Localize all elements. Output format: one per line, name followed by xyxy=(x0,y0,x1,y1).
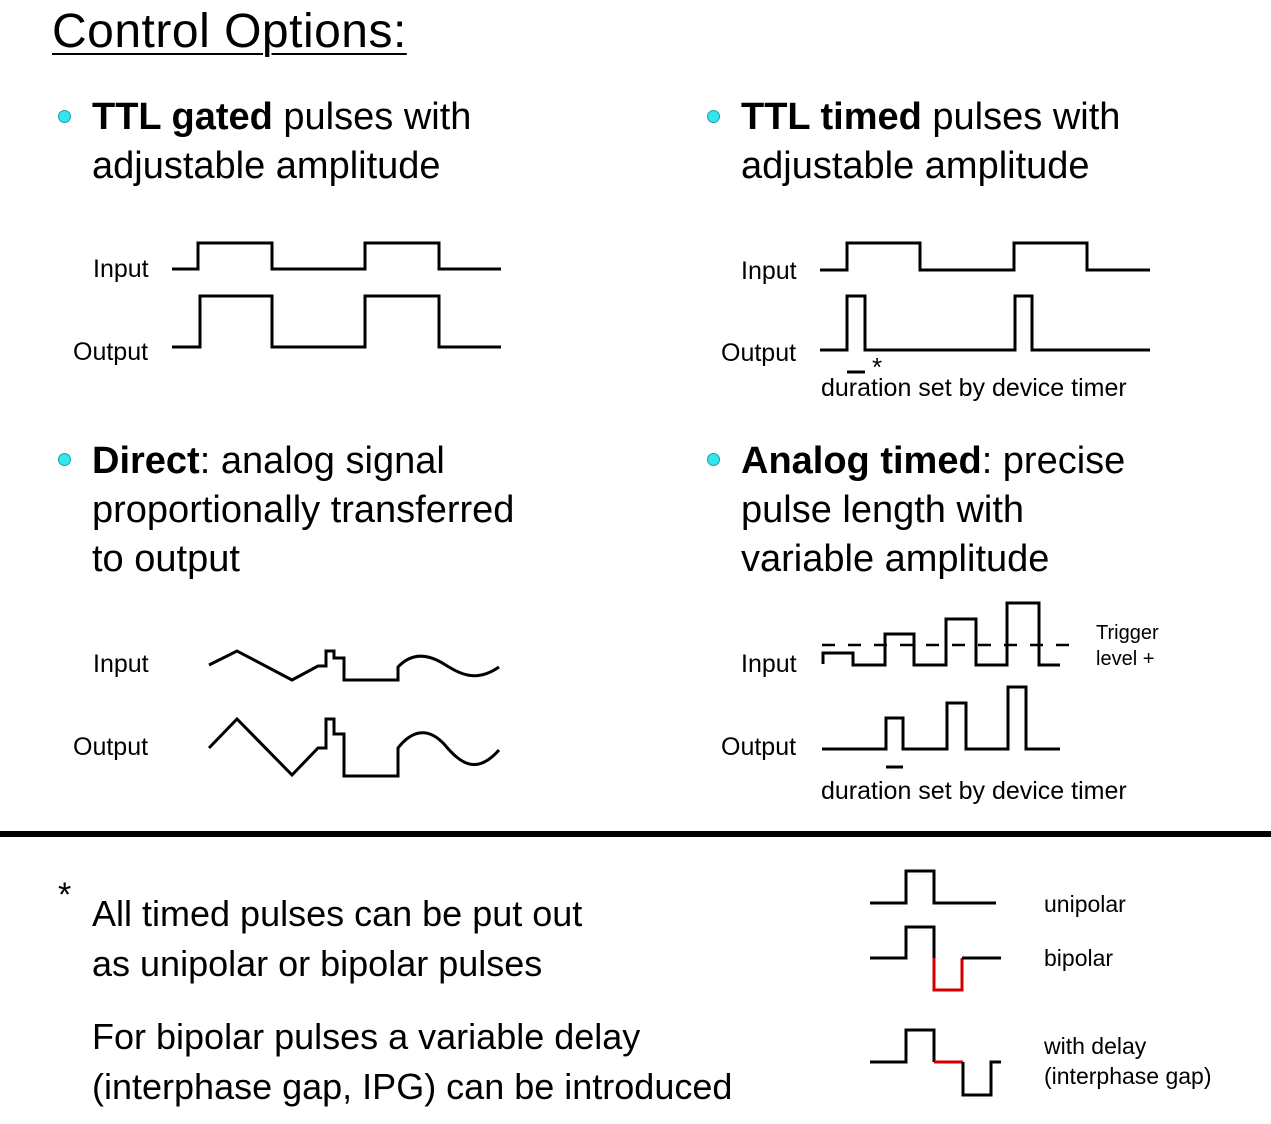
option-text: pulses with xyxy=(272,96,472,138)
duration-word: duration xyxy=(821,777,912,805)
option-text: variable amplitude xyxy=(741,538,1050,580)
caption-rest: set by device timer xyxy=(911,374,1127,402)
option-text: pulses with xyxy=(921,96,1121,138)
duration-word: duration xyxy=(821,374,912,402)
footnote-line: For bipolar pulses a variable delay xyxy=(92,1016,641,1057)
option-text: adjustable amplitude xyxy=(92,145,441,187)
option-ttl-timed-title: TTL timed xyxy=(741,96,922,138)
option-text: : analog signal xyxy=(199,440,445,482)
option-text: pulse length with xyxy=(741,489,1025,531)
option-direct-title: Direct xyxy=(92,440,200,482)
option-text: to output xyxy=(92,538,240,580)
footnote-asterisk: * xyxy=(58,876,72,914)
option-ttl-gated-title: TTL gated xyxy=(92,96,273,138)
input-label: Input xyxy=(741,257,797,285)
output-label: Output xyxy=(73,338,149,366)
option-text: : precise xyxy=(981,440,1126,482)
footnote-line: All timed pulses can be put out xyxy=(92,893,583,934)
bipolar-label: bipolar xyxy=(1044,945,1114,971)
option-text: adjustable amplitude xyxy=(741,145,1090,187)
output-label: Output xyxy=(73,733,149,761)
page-title: Control Options: xyxy=(52,5,407,58)
option-analog-timed-title: Analog timed xyxy=(741,440,982,482)
footnote-line: as unipolar or bipolar pulses xyxy=(92,943,543,984)
delay-label-line: with delay xyxy=(1044,1033,1147,1059)
option-text: proportionally transferred xyxy=(92,489,515,531)
delay-label-line: (interphase gap) xyxy=(1044,1063,1212,1089)
trigger-label-line: level + xyxy=(1096,648,1155,670)
input-label: Input xyxy=(93,650,149,678)
input-label: Input xyxy=(93,255,149,283)
output-label: Output xyxy=(721,339,797,367)
with-delay-label xyxy=(1044,1031,1212,1091)
unipolar-label: unipolar xyxy=(1044,891,1126,917)
footnote-line: (interphase gap, IPG) can be introduced xyxy=(92,1066,733,1107)
caption-rest: set by device timer xyxy=(911,777,1127,805)
output-label: Output xyxy=(721,733,797,761)
input-label: Input xyxy=(741,650,797,678)
asterisk-mark: * xyxy=(872,352,883,382)
trigger-label-line: Trigger xyxy=(1096,622,1159,644)
